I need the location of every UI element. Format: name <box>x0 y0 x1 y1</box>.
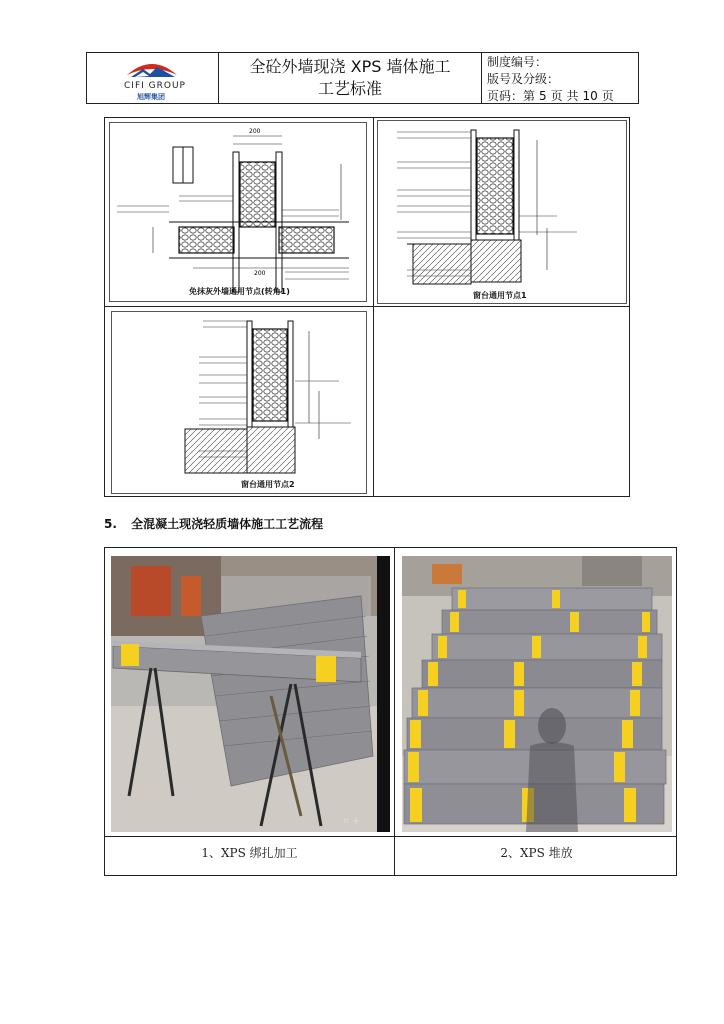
doc-number-label: 制度编号： <box>487 55 548 69</box>
window-sill-1-diagram <box>377 120 627 304</box>
xps-binding-photo-image <box>111 556 390 832</box>
section-heading <box>104 515 323 532</box>
photo-xps-stacking <box>402 556 672 832</box>
photo-2-caption: 2、XPS 堆放 <box>500 846 573 860</box>
photo-table <box>104 547 677 876</box>
photo-1-caption: 1、XPS 绑扎加工 <box>201 846 298 860</box>
section-number: 5. <box>104 517 117 531</box>
svg-text:⌗ +: ⌗ + <box>343 816 361 827</box>
page-indicator <box>482 87 638 104</box>
page-total: 10 <box>582 88 598 103</box>
logo-subtext: 旭辉集团 <box>137 93 165 101</box>
corner-node-diagram <box>109 122 367 302</box>
title-line-2: 工艺标准 <box>317 79 382 98</box>
company-logo <box>87 53 219 103</box>
photo-xps-binding <box>111 556 390 832</box>
page-current: 5 <box>539 88 547 103</box>
page-mid: 页 共 <box>550 89 579 103</box>
drawing-window-sill-2 <box>111 311 367 494</box>
drawings-table <box>104 117 630 497</box>
window-sill-2-diagram <box>111 311 367 494</box>
section-title: 全混凝土现浇轻质墙体施工工艺流程 <box>131 517 324 531</box>
xps-stacking-photo-image <box>402 556 672 832</box>
drawing-3-caption: 窗台通用节点2 <box>241 480 295 489</box>
page-end: 页 <box>601 89 614 103</box>
drawing-1-caption: 免抹灰外墙通用节点(转角1) <box>189 287 290 296</box>
title-line-1: 全砼外墙现浇 XPS 墙体施工 <box>249 57 451 76</box>
document-header <box>86 52 639 104</box>
empty-cell <box>374 307 630 497</box>
svg-text:200: 200 <box>254 270 266 277</box>
logo-text: CIFI GROUP <box>124 81 186 91</box>
drawing-corner-node <box>109 122 367 302</box>
document-meta <box>482 53 638 103</box>
svg-text:200: 200 <box>249 128 261 135</box>
drawing-2-caption: 窗台通用节点1 <box>473 291 527 300</box>
drawing-window-sill-1 <box>377 120 627 304</box>
page-label: 页码：第 <box>487 89 536 103</box>
document-title <box>219 53 482 103</box>
version-label: 版号及分级： <box>487 72 560 86</box>
